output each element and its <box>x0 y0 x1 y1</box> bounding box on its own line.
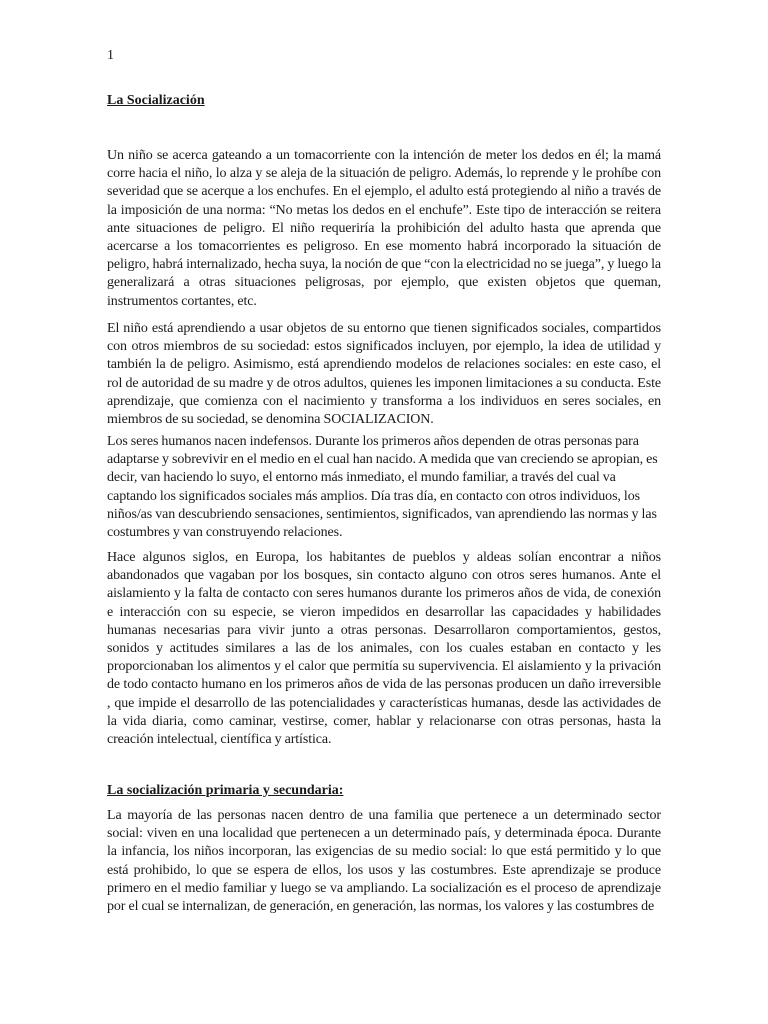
paragraph: Un niño se acerca gateando a un tomacorriente con la intención de meter los dedos en él; la mamá corre hacia el niño, lo alza y se aleja de la situación de peligro. Además, lo reprende y le prohíbe con severidad que se acerque a los enchufes. En el ejemplo, el adulto está protegiendo al niño a través de la imposición de una norma: “No metas los dedos en el enchufe”. Este tipo de interacción se reitera ante situaciones de peligro. El niño requeriría la prohibición del adulto hasta que aprenda que acercarse a los tomacorrientes es peligroso. En ese momento habrá incorporado la situación de peligro, habrá internalizado, hecha suya, la noción de que “con la electricidad no se juega”, y luego la generalizará a otras situaciones peligrosas, por ejemplo, que existen objetos que queman, instrumentos cortantes, etc. <box>107 148 661 309</box>
paragraph: La mayoría de las personas nacen dentro de una familia que pertenece a un determinado sector social: viven en una localidad que pertenecen a un determinado país, y determinada época. Durante la infancia, los niños incorporan, las exigencias de su medio social: lo que está permitido y lo que está prohibido, lo que se espera de ellos, los usos y las costumbres. Este aprendizaje se produce primero en el medio familiar y luego se va ampliando. La socialización es el proceso de aprendizaje por el cual se internalizan, de generación, en generación, las normas, los valores y las costumbres de <box>107 808 661 915</box>
page-number: 1 <box>107 48 114 63</box>
paragraph: Los seres humanos nacen indefensos. Durante los primeros años dependen de otras personas para adaptarse y sobrevivir en el medio en el cual han nacido. A medida que van creciendo se apropian, es decir, van haciendo lo suyo, el entorno más inmediato, el mundo familiar, a través del cual va captando los significados sociales más amplios. Día tras día, en contacto con otros individuos, los niños/as van descubriendo sensaciones, sentimientos, significados, van aprendiendo las normas y las costumbres y van construyendo relaciones. <box>107 434 658 541</box>
section-heading-primaria-secundaria: La socialización primaria y secundaria: <box>107 783 344 798</box>
paragraph: El niño está aprendiendo a usar objetos de su entorno que tienen significados sociales, compartidos con otros miembros de su sociedad: estos significados incluyen, por ejemplo, la idea de utilidad y también la de peligro. Asimismo, está aprendiendo modelos de relaciones sociales: en este caso, el rol de autoridad de su madre y de otros adultos, quienes les imponen limitaciones a su conducta. Este aprendizaje, que comienza con el nacimiento y transforma a los individuos en seres sociales, en miembros de su sociedad, se denomina SOCIALIZACION. <box>107 321 661 428</box>
section-heading-socializacion: La Socialización <box>107 93 205 108</box>
paragraph: Hace algunos siglos, en Europa, los habitantes de pueblos y aldeas solían encontrar a niños abandonados que vagaban por los bosques, sin contacto alguno con otros seres humanos. Ante el aislamiento y la falta de contacto con seres humanos durante los primeros años de vida, de conexión e interacción con su especie, se vieron impedidos en desarrollar las capacidades y habilidades humanas necesarias para vivir junto a otras personas. Desarrollaron comportamientos, gestos, sonidos y actitudes similares a las de los animales, con los cuales estaban en contacto y les proporcionaban los alimentos y el calor que permitía su supervivencia. El aislamiento y la privación de todo contacto humano en los primeros años de vida de las personas producen un daño irreversible , que impide el desarrollo de las potencialidades y características humanas, desde las actividades de la vida diaria, como caminar, vestirse, comer, hablar y relacionarse con otras personas, hasta la creación intelectual, científica y artística. <box>107 550 661 748</box>
